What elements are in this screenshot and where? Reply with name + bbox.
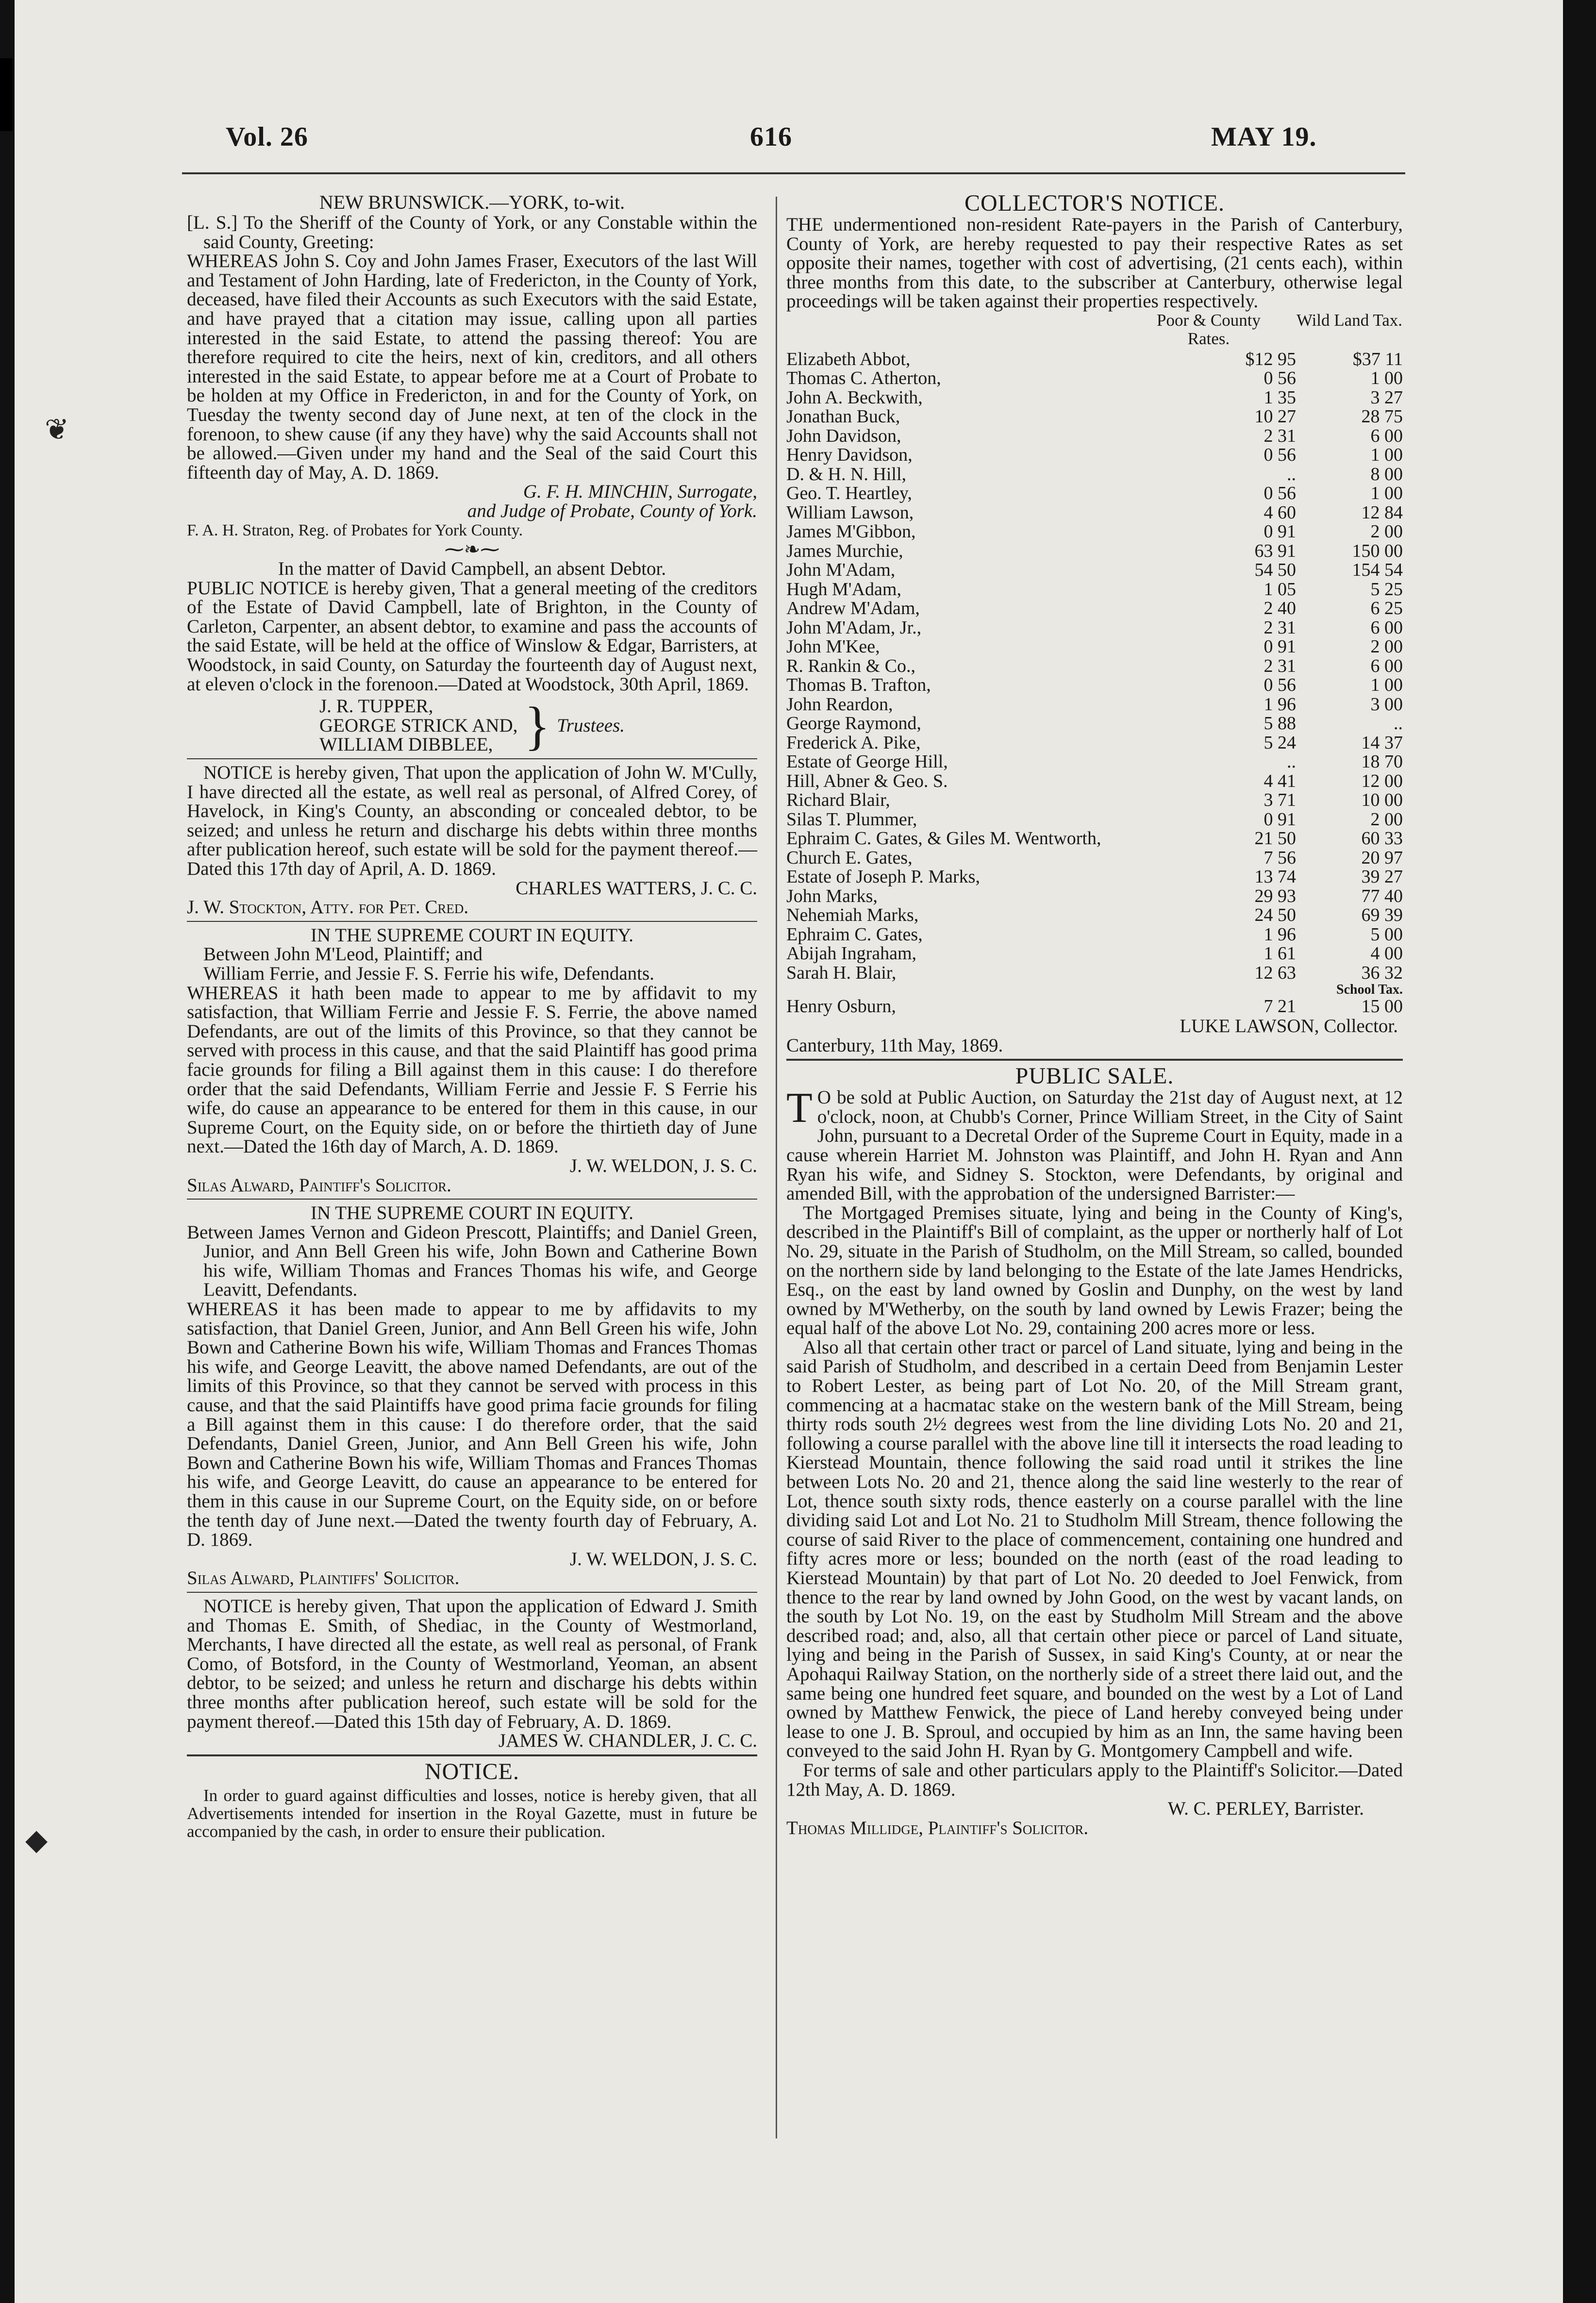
rate-value: 4 41 xyxy=(1264,770,1296,791)
issue-date: MAY 19. xyxy=(1211,122,1317,152)
table-row xyxy=(786,695,1403,715)
tax-value: 5 25 xyxy=(1370,579,1403,600)
ratepayer-name: Silas T. Plummer, xyxy=(786,809,917,830)
ratepayer-name: Henry Davidson, xyxy=(786,445,913,466)
campbell-body: PUBLIC NOTICE is hereby given, That a general meeting of the creditors of the Estate of David Campbell, late of Brighton, in the County of Carleton, Carpenter, an absent debtor, to examine and pass the accounts of the said Estate, will be held at the office of Winslow & Edgar, Barristers, at Woodstock, in said County, on Saturday the fourteenth day of August next, at eleven o'clock in the forenoon.—Dated at Woodstock, 30th April, 1869. xyxy=(187,577,757,695)
equity2-body: WHEREAS it has been made to appear to me by affidavits to my satisfaction, that Daniel Green, Junior, and Ann Bell Green his wife, John Bown and Catherine Bown his wife, William Thomas and Frances Thomas his wife, and George Leavitt, the above named Defendants, are out of the limits of this Province, so that they cannot be served with process in this cause, and that the said Plaintiffs have good prima facie grounds for filing a Bill against them in this cause: I do therefore order, that the said Defendants, Daniel Green, Junior, and Ann Bell Green his wife, John Bown and Catherine Bown his wife, William Thomas and Frances Thomas his wife, and George Leavitt, do cause an appearance to be entered for them in this cause in our Supreme Court, on the Equity side, on or before the tenth day of June next.—Dated the twenty fourth day of February, A. D. 1869. xyxy=(187,1299,757,1551)
probate-salutation: To the Sheriff of the County of York, or any Constable within the said County, Greeting: xyxy=(203,212,757,252)
ratepayer-name: John M'Adam, Jr., xyxy=(786,617,922,638)
table-row xyxy=(786,369,1403,388)
table-row xyxy=(786,752,1403,772)
separator xyxy=(786,1059,1403,1061)
rate-value: 2 31 xyxy=(1264,655,1296,676)
ratepayer-name: D. & H. N. Hill, xyxy=(786,464,906,484)
tax-value: 15 00 xyxy=(1361,996,1403,1017)
equity1-parties: Between John M'Leod, Plaintiff; and xyxy=(203,944,482,965)
ratepayer-name: Hill, Abner & Geo. S. xyxy=(786,770,948,791)
rate-value: .. xyxy=(1287,464,1296,484)
ratepayer-name: William Lawson, xyxy=(786,502,914,523)
rate-value: 0 56 xyxy=(1264,368,1296,389)
table-row xyxy=(786,944,1403,964)
table-row xyxy=(786,868,1403,887)
rate-value: 54 50 xyxy=(1254,560,1296,581)
table-row xyxy=(786,887,1403,906)
tax-value: 69 39 xyxy=(1361,905,1403,926)
separator xyxy=(187,758,757,759)
rate-value: 63 91 xyxy=(1254,540,1296,561)
corey-attorney: J. W. Stockton, Atty. for Pet. Cred. xyxy=(187,897,469,918)
tax-value: 77 40 xyxy=(1361,885,1403,906)
equity1-solicitor: Silas Alward, Paintiff's Solicitor. xyxy=(187,1174,451,1196)
rate-value: 2 40 xyxy=(1264,598,1296,619)
table-row xyxy=(786,829,1403,849)
tax-value: 1 00 xyxy=(1370,483,1403,504)
tax-value: 8 00 xyxy=(1370,464,1403,484)
rate-value: 0 91 xyxy=(1264,521,1296,542)
tax-value: 6 00 xyxy=(1370,655,1403,676)
rate-value: 1 96 xyxy=(1264,924,1296,945)
tax-value: 150 00 xyxy=(1352,540,1403,561)
table-row xyxy=(786,580,1403,600)
collector-signature: LUKE LAWSON, Collector. xyxy=(1180,1015,1398,1036)
probate-registrar: F. A. H. Straton, Reg. of Probates for York County. xyxy=(187,521,523,539)
table-row xyxy=(786,906,1403,925)
table-row xyxy=(786,407,1403,427)
rate-value: 0 91 xyxy=(1264,636,1296,657)
newspaper-page xyxy=(15,0,1563,2303)
table-row xyxy=(786,503,1403,523)
equity1-body: WHEREAS it hath been made to appear to me by affidavit to my satisfaction, that William Ferrie and Jessie F. S. Ferrie, the above named Defendants, are out of the limits of this Province, so that they cannot be served with process in this cause, and that the said Plaintiff has good prima facie grounds for filing a Bill against them in this cause: I do therefore order that the said Defendants, William Ferrie and Jessie F. S Ferrie his wife, do cause an appearance to be entered for them in this cause, in our Supreme Court, on the Equity side, on or before the thirtieth day of June next.—Dated the 16th day of March, A. D. 1869. xyxy=(187,982,757,1157)
ornament: ⁓❧⁓ xyxy=(444,538,500,561)
rate-value: 0 56 xyxy=(1264,483,1296,504)
brace: } xyxy=(524,696,550,755)
table-row xyxy=(786,925,1403,945)
col-header-rates: Poor & County Rates. xyxy=(1157,310,1261,348)
tax-value: 154 54 xyxy=(1352,560,1403,581)
ratepayer-name: Abijah Ingraham, xyxy=(786,943,917,964)
sale-paragraph: For terms of sale and other particulars apply to the Plaintiff's Solicitor.—Dated 12th May, A. D. 1869. xyxy=(786,1759,1403,1800)
ratepayer-name: John Davidson, xyxy=(786,425,901,446)
scan-edge xyxy=(0,0,15,2303)
ratepayer-name: Church E. Gates, xyxy=(786,847,913,868)
tax-value: 5 00 xyxy=(1370,924,1403,945)
table-row xyxy=(786,657,1403,676)
rates-table xyxy=(786,311,1403,1017)
rate-value: 10 27 xyxy=(1254,406,1296,427)
volume-number: Vol. 26 xyxy=(226,122,308,152)
ratepayer-name: Thomas B. Trafton, xyxy=(786,675,931,696)
table-row xyxy=(786,522,1403,542)
rate-value: .. xyxy=(1287,751,1296,772)
tax-value: 1 00 xyxy=(1370,445,1403,466)
table-row xyxy=(786,637,1403,657)
rate-value: 1 96 xyxy=(1264,694,1296,715)
separator xyxy=(187,1754,757,1756)
table-row xyxy=(786,849,1403,868)
tax-value: .. xyxy=(1394,713,1403,734)
separator xyxy=(187,1199,757,1200)
table-row xyxy=(786,997,1403,1017)
tax-value: 18 70 xyxy=(1361,751,1403,772)
ratepayer-name: John M'Kee, xyxy=(786,636,880,657)
rate-value: 0 91 xyxy=(1264,809,1296,830)
rate-value: 5 24 xyxy=(1264,732,1296,753)
probate-signature-title: and Judge of Probate, County of York. xyxy=(467,500,757,521)
como-notice: NOTICE is hereby given, That upon the application of Edward J. Smith and Thomas E. Smith, of Shediac, in the County of Westmorland, Merchants, I have directed all the estate, as well real as personal, of Frank Como, of Botsford, in the County of Westmorland, Yeoman, an absent debtor, to be seized; and unless he return and discharge his debts within three months after publication hereof, such estate will be sold for the payment thereof.—Dated this 15th day of February, A. D. 1869. xyxy=(187,1595,757,1732)
table-row xyxy=(786,561,1403,580)
equity1-signature: J. W. WELDON, J. S. C. xyxy=(569,1155,757,1176)
tax-value: 6 00 xyxy=(1370,425,1403,446)
sale-title: PUBLIC SALE. xyxy=(1015,1063,1174,1089)
sale-paragraph: The Mortgaged Premises situate, lying and being in the County of King's, described in the Plaintiff's Bill of complaint, as the upper or northerly half of Lot No. 29, situate in the Parish of Studholm, on the Mill Stream, so called, bounded on the northern side by land belonging to the Estate of the late James Hendricks, Esq., on the east by land owned by Goslin and Dunphy, on the west by land owned by M'Wetherby, on the south by land owned by Lewis Frazer; being the equal half of the above Lot No. 29, containing 200 acres more or less. xyxy=(786,1202,1403,1339)
table-row xyxy=(786,791,1403,810)
ratepayer-name: James M'Gibbon, xyxy=(786,521,916,542)
rate-value: $12 95 xyxy=(1245,349,1296,369)
ratepayer-name: Jonathan Buck, xyxy=(786,406,900,427)
ratepayer-name: Hugh M'Adam, xyxy=(786,579,901,600)
column-rule xyxy=(776,197,777,2138)
separator xyxy=(187,1592,757,1593)
tax-value: 14 37 xyxy=(1361,732,1403,753)
trustees-block xyxy=(187,697,757,754)
col-header-tax: Wild Land Tax. xyxy=(1296,310,1403,330)
probate-body: WHEREAS John S. Coy and John James Fraser, Executors of the last Will and Testament of John Harding, late of Fredericton, in the County of York, deceased, have filed their Accounts as such Executors with the said Estate, and have prayed that a citation may issue, calling upon all parties interested in the said Estate, to attend the passing thereof: You are therefore required to cite the heirs, next of kin, creditors, and all others interested in the said Estate, to appear before me at a Court of Probate to be holden at my Office in Fredericton, in and for the County of York, on Tuesday the twenty second day of June next, at ten of the clock in the forenoon, to shew cause (if any they have) why the said Accounts shall not be allowed.—Given under my hand and the Seal of the said Court this fifteenth day of May, A. D. 1869. xyxy=(187,250,757,483)
table-row xyxy=(786,772,1403,791)
equity2-solicitor: Silas Alward, Plaintiffs' Solicitor. xyxy=(187,1568,460,1589)
table-row xyxy=(786,599,1403,618)
table-row xyxy=(786,714,1403,734)
table-row xyxy=(786,465,1403,484)
equity2-parties: Between James Vernon and Gideon Prescott, Plaintiffs; and Daniel Green, Junior, and Ann Bell Green his wife, John Bown and Catherine Bown his wife, William Thomas and Frances Thomas his wife, and George Leavitt, Defendants. xyxy=(187,1221,757,1301)
table-row xyxy=(786,810,1403,830)
equity2-signature: J. W. WELDON, J. S. C. xyxy=(569,1548,757,1569)
left-column xyxy=(187,192,757,1840)
tax-value: 28 75 xyxy=(1361,406,1403,427)
tax-value: 20 97 xyxy=(1361,847,1403,868)
rate-value: 1 05 xyxy=(1264,579,1296,600)
ratepayer-name: James Murchie, xyxy=(786,540,903,561)
trustees-label: Trustees. xyxy=(557,715,625,736)
rate-value: 2 31 xyxy=(1264,617,1296,638)
ratepayer-name: John A. Beckwith, xyxy=(786,387,923,408)
scan-mark xyxy=(0,58,13,131)
sale-paragraph: O be sold at Public Auction, on Saturday the 21st day of August next, at 12 o'clock, noon, at Chubb's Corner, Prince William Street, in the City of Saint John, pursuant to a Decretal Order of the Supreme Court in Equity, made in a cause wherein Harriet M. Johnston was Plaintiff, and John H. Ryan and Ann Ryan his wife, and Sidney S. Stockton, were Defendants, by original and amended Bill, with the approbation of the undersigned Barrister:— xyxy=(786,1087,1403,1204)
right-column xyxy=(786,192,1403,1837)
table-row xyxy=(786,542,1403,561)
ratepayer-name: Elizabeth Abbot, xyxy=(786,349,911,369)
como-signature: JAMES W. CHANDLER, J. C. C. xyxy=(498,1730,757,1752)
ratepayer-name: John M'Adam, xyxy=(786,560,896,581)
ratepayer-name: Estate of George Hill, xyxy=(786,751,948,772)
tax-value: 2 00 xyxy=(1370,521,1403,542)
ratepayer-name: George Raymond, xyxy=(786,713,921,734)
scan-blot: ◆ xyxy=(25,1824,48,1856)
sale-signature: W. C. PERLEY, Barrister. xyxy=(1167,1798,1364,1819)
tax-value: 3 00 xyxy=(1370,694,1403,715)
tax-value: 2 00 xyxy=(1370,809,1403,830)
collector-dated: Canterbury, 11th May, 1869. xyxy=(786,1035,1003,1056)
rate-value: 1 35 xyxy=(1264,387,1296,408)
rate-value: 3 71 xyxy=(1264,790,1296,811)
table-row xyxy=(786,734,1403,753)
collector-intro: THE undermentioned non-resident Rate-payers in the Parish of Canterbury, County of York, are hereby requested to pay their respective Rates as set opposite their names, together with cost of advertising, (21 cents each), within three months from this date, to the subscriber at Canterbury, otherwise legal proceedings will be taken against their properties respectively. xyxy=(786,214,1403,312)
campbell-title: In the matter of David Campbell, an absent Debtor. xyxy=(278,558,666,580)
probate-signature: G. F. H. MINCHIN, Surrogate, xyxy=(523,481,757,502)
notice-body: In order to guard against difficulties and losses, notice is hereby given, that all Advertisements intended for insertion in the Royal Gazette, must in future be accompanied by the cash, in order to ensure their publication. xyxy=(187,1786,757,1841)
tax-value: 60 33 xyxy=(1361,828,1403,849)
ratepayer-name: Andrew M'Adam, xyxy=(786,598,920,619)
ratepayer-name: John Marks, xyxy=(786,885,878,906)
table-row xyxy=(786,484,1403,503)
tax-value: 6 00 xyxy=(1370,617,1403,638)
tax-value: 10 00 xyxy=(1361,790,1403,811)
sale-solicitor: Thomas Millidge, Plaintiff's Solicitor. xyxy=(786,1817,1089,1838)
tax-value: 39 27 xyxy=(1361,867,1403,887)
drop-cap: T xyxy=(786,1085,813,1132)
tax-value: 1 00 xyxy=(1370,368,1403,389)
equity1-title: IN THE SUPREME COURT IN EQUITY. xyxy=(310,924,634,946)
tax-value: 12 00 xyxy=(1361,770,1403,791)
sale-paragraph: Also all that certain other tract or parcel of Land situate, lying and being in the said Parish of Studholm, and described in a certain Deed from Benjamin Lester to Robert Lester, as being part of Lot No. 20, of the Mill Stream grant, commencing at a hacmatac stake on the western bank of the Mill Stream, being thirty rods south 2½ degrees west from the line dividing Lots No. 20 and 21, following a course parallel with the above line till it intersects the road leading to Kierstead Mountain, thence following the said road until it strikes the line between Lots No. 20 and 21, thence along the said line westerly to the rear of Lot, thence south sixty rods, thence easterly on a course parallel with the line dividing said Lot and Lot No. 21 to Studholm Mill Stream, thence following the course of said River to the place of commencement, containing one hundred and fifty acres more or less; bounded on the north (east of the road leading to Kierstead Mountain) by that part of Lot No. 20 deeded to Joel Fenwick, from thence to the rear by land owned by John Good, on the west by vacant lands, on the south by Lot No. 19, on the east by Studholm Mill Stream and the above described road; and, also, all that certain other piece or parcel of Land situate, lying and being in the Parish of Sussex, in said King's County, at or near the Apohaqui Railway Station, on the northerly side of a street there laid out, and the same being one hundred feet square, and bounded on the west by a Lot of Land owned by Matthew Fenwick, the piece of Land hereby conveyed being under lease to one J. B. Sproul, and occupied by him as an Inn, the same having been conveyed to the said John H. Ryan by G. Montgomery Campbell and wife. xyxy=(786,1336,1403,1762)
tax-value: 4 00 xyxy=(1370,943,1403,964)
rate-value: 1 61 xyxy=(1264,943,1296,964)
ratepayer-name: Sarah H. Blair, xyxy=(786,962,897,983)
corey-notice: NOTICE is hereby given, That upon the application of John W. M'Cully, I have directed all the estate, as well real as personal, of Alfred Corey, of Havelock, in King's County, an absconding or concealed debtor, to be seized; and unless he return and discharge his debts within three months after publication hereof, such estate will be sold for the payment thereof.—Dated this 17th day of April, A. D. 1869. xyxy=(187,762,757,879)
ratepayer-name: Ephraim C. Gates, xyxy=(786,924,923,945)
table-row xyxy=(786,446,1403,465)
table-row xyxy=(786,676,1403,695)
tax-value: 1 00 xyxy=(1370,675,1403,696)
rate-value: 4 60 xyxy=(1264,502,1296,523)
rate-value: 7 56 xyxy=(1264,847,1296,868)
tax-value: $37 11 xyxy=(1352,349,1403,369)
school-tax-label: School Tax. xyxy=(1336,982,1403,998)
probate-title: NEW BRUNSWICK.—YORK, to-wit. xyxy=(319,191,625,213)
rates-header xyxy=(786,311,1403,350)
trustee: GEORGE STRICK AND, xyxy=(319,715,518,736)
equity1-parties: William Ferrie, and Jessie F. S. Ferrie his wife, Defendants. xyxy=(203,963,654,984)
ratepayer-name: Estate of Joseph P. Marks, xyxy=(786,867,980,887)
trustee: WILLIAM DIBBLEE, xyxy=(319,734,493,755)
collector-title: COLLECTOR'S NOTICE. xyxy=(964,190,1225,216)
rate-value: 12 63 xyxy=(1254,962,1296,983)
notice-title: NOTICE. xyxy=(425,1758,519,1785)
tax-value: 6 25 xyxy=(1370,598,1403,619)
table-row xyxy=(786,388,1403,408)
rate-value: 13 74 xyxy=(1254,867,1296,887)
ratepayer-name: R. Rankin & Co., xyxy=(786,655,916,676)
ratepayer-name: Henry Osburn, xyxy=(786,996,896,1017)
tax-value: 3 27 xyxy=(1370,387,1403,408)
header-rule xyxy=(182,172,1405,174)
equity2-title: IN THE SUPREME COURT IN EQUITY. xyxy=(310,1202,634,1224)
corey-signature: CHARLES WATTERS, J. C. C. xyxy=(515,877,757,899)
ratepayer-name: John Reardon, xyxy=(786,694,893,715)
ratepayer-name: Frederick A. Pike, xyxy=(786,732,921,753)
ratepayer-name: Ephraim C. Gates, & Giles M. Wentworth, xyxy=(786,828,1101,849)
separator xyxy=(187,921,757,922)
scan-blot: ❦ xyxy=(45,414,69,446)
ratepayer-name: Geo. T. Heartley, xyxy=(786,483,912,504)
trustee: J. R. TUPPER, xyxy=(319,696,433,717)
table-row xyxy=(786,427,1403,446)
ratepayer-name: Richard Blair, xyxy=(786,790,890,811)
tax-value: 12 84 xyxy=(1361,502,1403,523)
ratepayer-name: Nehemiah Marks, xyxy=(786,905,919,926)
rate-value: 2 31 xyxy=(1264,425,1296,446)
tax-value: 36 32 xyxy=(1361,962,1403,983)
rate-value: 5 88 xyxy=(1264,713,1296,734)
table-row xyxy=(786,618,1403,638)
seal-mark: [L. S.] xyxy=(187,212,238,233)
ratepayer-name: Thomas C. Atherton, xyxy=(786,368,941,389)
rate-value: 21 50 xyxy=(1254,828,1296,849)
rate-value: 0 56 xyxy=(1264,445,1296,466)
table-row xyxy=(786,964,1403,983)
tax-value: 2 00 xyxy=(1370,636,1403,657)
page-number: 616 xyxy=(750,122,792,152)
rate-value: 7 21 xyxy=(1264,996,1296,1017)
rate-value: 24 50 xyxy=(1254,905,1296,926)
rate-value: 29 93 xyxy=(1254,885,1296,906)
rate-value: 0 56 xyxy=(1264,675,1296,696)
table-row xyxy=(786,350,1403,369)
